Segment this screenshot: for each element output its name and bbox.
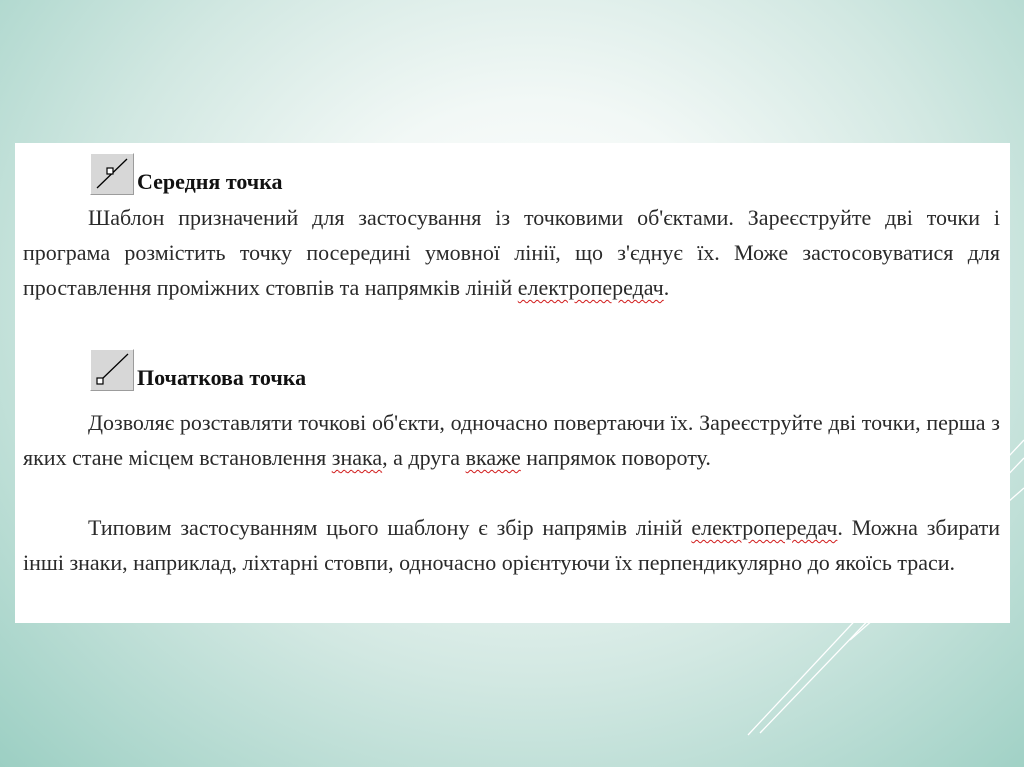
heading-title: Середня точка bbox=[137, 169, 283, 194]
paragraph-text: Типовим застосуванням цього шаблону є збір напрямів ліній bbox=[88, 515, 692, 540]
misspelled-word: вкаже bbox=[465, 445, 521, 470]
paragraph-text: . bbox=[663, 275, 670, 300]
paragraph-text: , а друга bbox=[382, 445, 466, 470]
heading-title: Початкова точка bbox=[137, 365, 307, 390]
paragraph-typical-use bbox=[23, 510, 1000, 580]
misspelled-word: знака bbox=[331, 445, 383, 470]
paragraph-middle-point bbox=[23, 200, 1000, 305]
misspelled-word: електропередач bbox=[517, 275, 664, 300]
paragraph-start-point bbox=[23, 405, 1000, 475]
document-excerpt bbox=[15, 143, 1010, 623]
cropped-text-fragment bbox=[29, 143, 549, 149]
paragraph-text: напрямок повороту. bbox=[520, 445, 711, 470]
paragraph-text: . Можна збирати інші знаки, наприклад, ліхтарні стовпи, одночасно орієнтуючи їх перпендикулярно до якоїсь траси. bbox=[23, 515, 1000, 575]
middle-point-tool-icon bbox=[90, 153, 134, 195]
paragraph-text: Дозволяє розставляти точкові об'єкти, одночасно повертаючи їх. Зареєструйте дві точки, перша з яких стане місцем встановлення bbox=[23, 410, 1000, 470]
start-point-tool-icon bbox=[90, 349, 134, 391]
heading-start-point bbox=[90, 349, 306, 391]
misspelled-word: електропередач bbox=[691, 515, 838, 540]
paragraph-text: Шаблон призначений для застосування із точковими об'єктами. Зареєструйте дві точки і програма розмістить точку посередині умовної лінії, що з'єднує їх. Може застосовуватися для проставлення проміжних стовпів та напрямків ліній bbox=[23, 205, 1000, 300]
heading-middle-point bbox=[90, 153, 283, 195]
